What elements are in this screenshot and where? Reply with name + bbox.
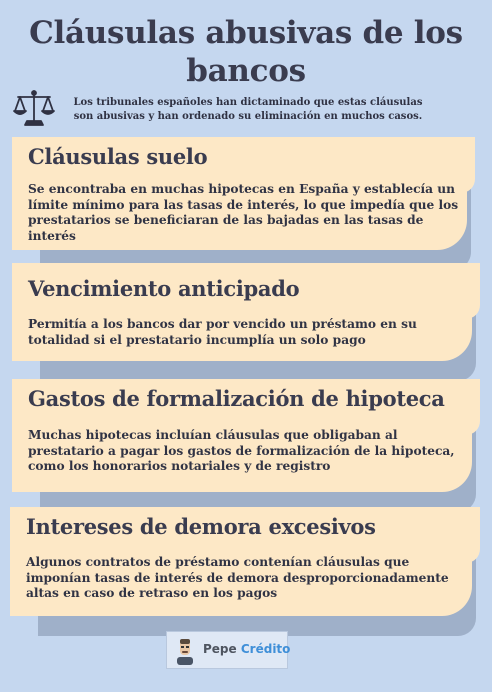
card-title: Intereses de demora excesivos [26, 514, 376, 539]
card-intereses-demora [10, 507, 472, 616]
card-text: Permitía a los bancos dar por vencido un préstamo en su totalidad si el prestatario incumplía un solo pago [28, 317, 417, 347]
brand-name-second: Crédito [240, 642, 291, 656]
card-text: Se encontraba en muchas hipotecas en España y establecía un límite mínimo para las tasas de interés, lo que impedía que los prestatarios se beneficiaran de las bajadas en las tasas de interés [28, 182, 459, 243]
card-title: Vencimiento anticipado [28, 276, 300, 301]
avatar-icon [175, 637, 195, 665]
intro-text: Los tribunales españoles han dictaminado que estas cláusulas son abusivas y han ordenado su eliminación en muchos casos. [73, 97, 423, 122]
card-text: Algunos contratos de préstamo contenían cláusulas que imponían tasas de interés de demora desproporcionadamente altas en caso de retraso en los pagos [26, 555, 449, 600]
card-vencimiento-anticipado [12, 263, 472, 361]
card-text: Muchas hipotecas incluían cláusulas que obligaban al prestatario a pagar los gastos de formalización de la hipoteca, como los honorarios notariales y de registro [28, 428, 455, 473]
brand-logo [166, 631, 291, 669]
card-title: Gastos de formalización de hipoteca [28, 386, 445, 411]
brand-name [203, 642, 290, 656]
scales-of-justice-icon [12, 87, 56, 129]
brand-name-first: Pepe [203, 642, 237, 656]
card-gastos-formalizacion [12, 379, 472, 492]
card-clausulas-suelo [12, 137, 467, 250]
card-title: Cláusulas suelo [28, 144, 208, 169]
page-title: Cláusulas abusivas de los bancos [29, 15, 463, 89]
